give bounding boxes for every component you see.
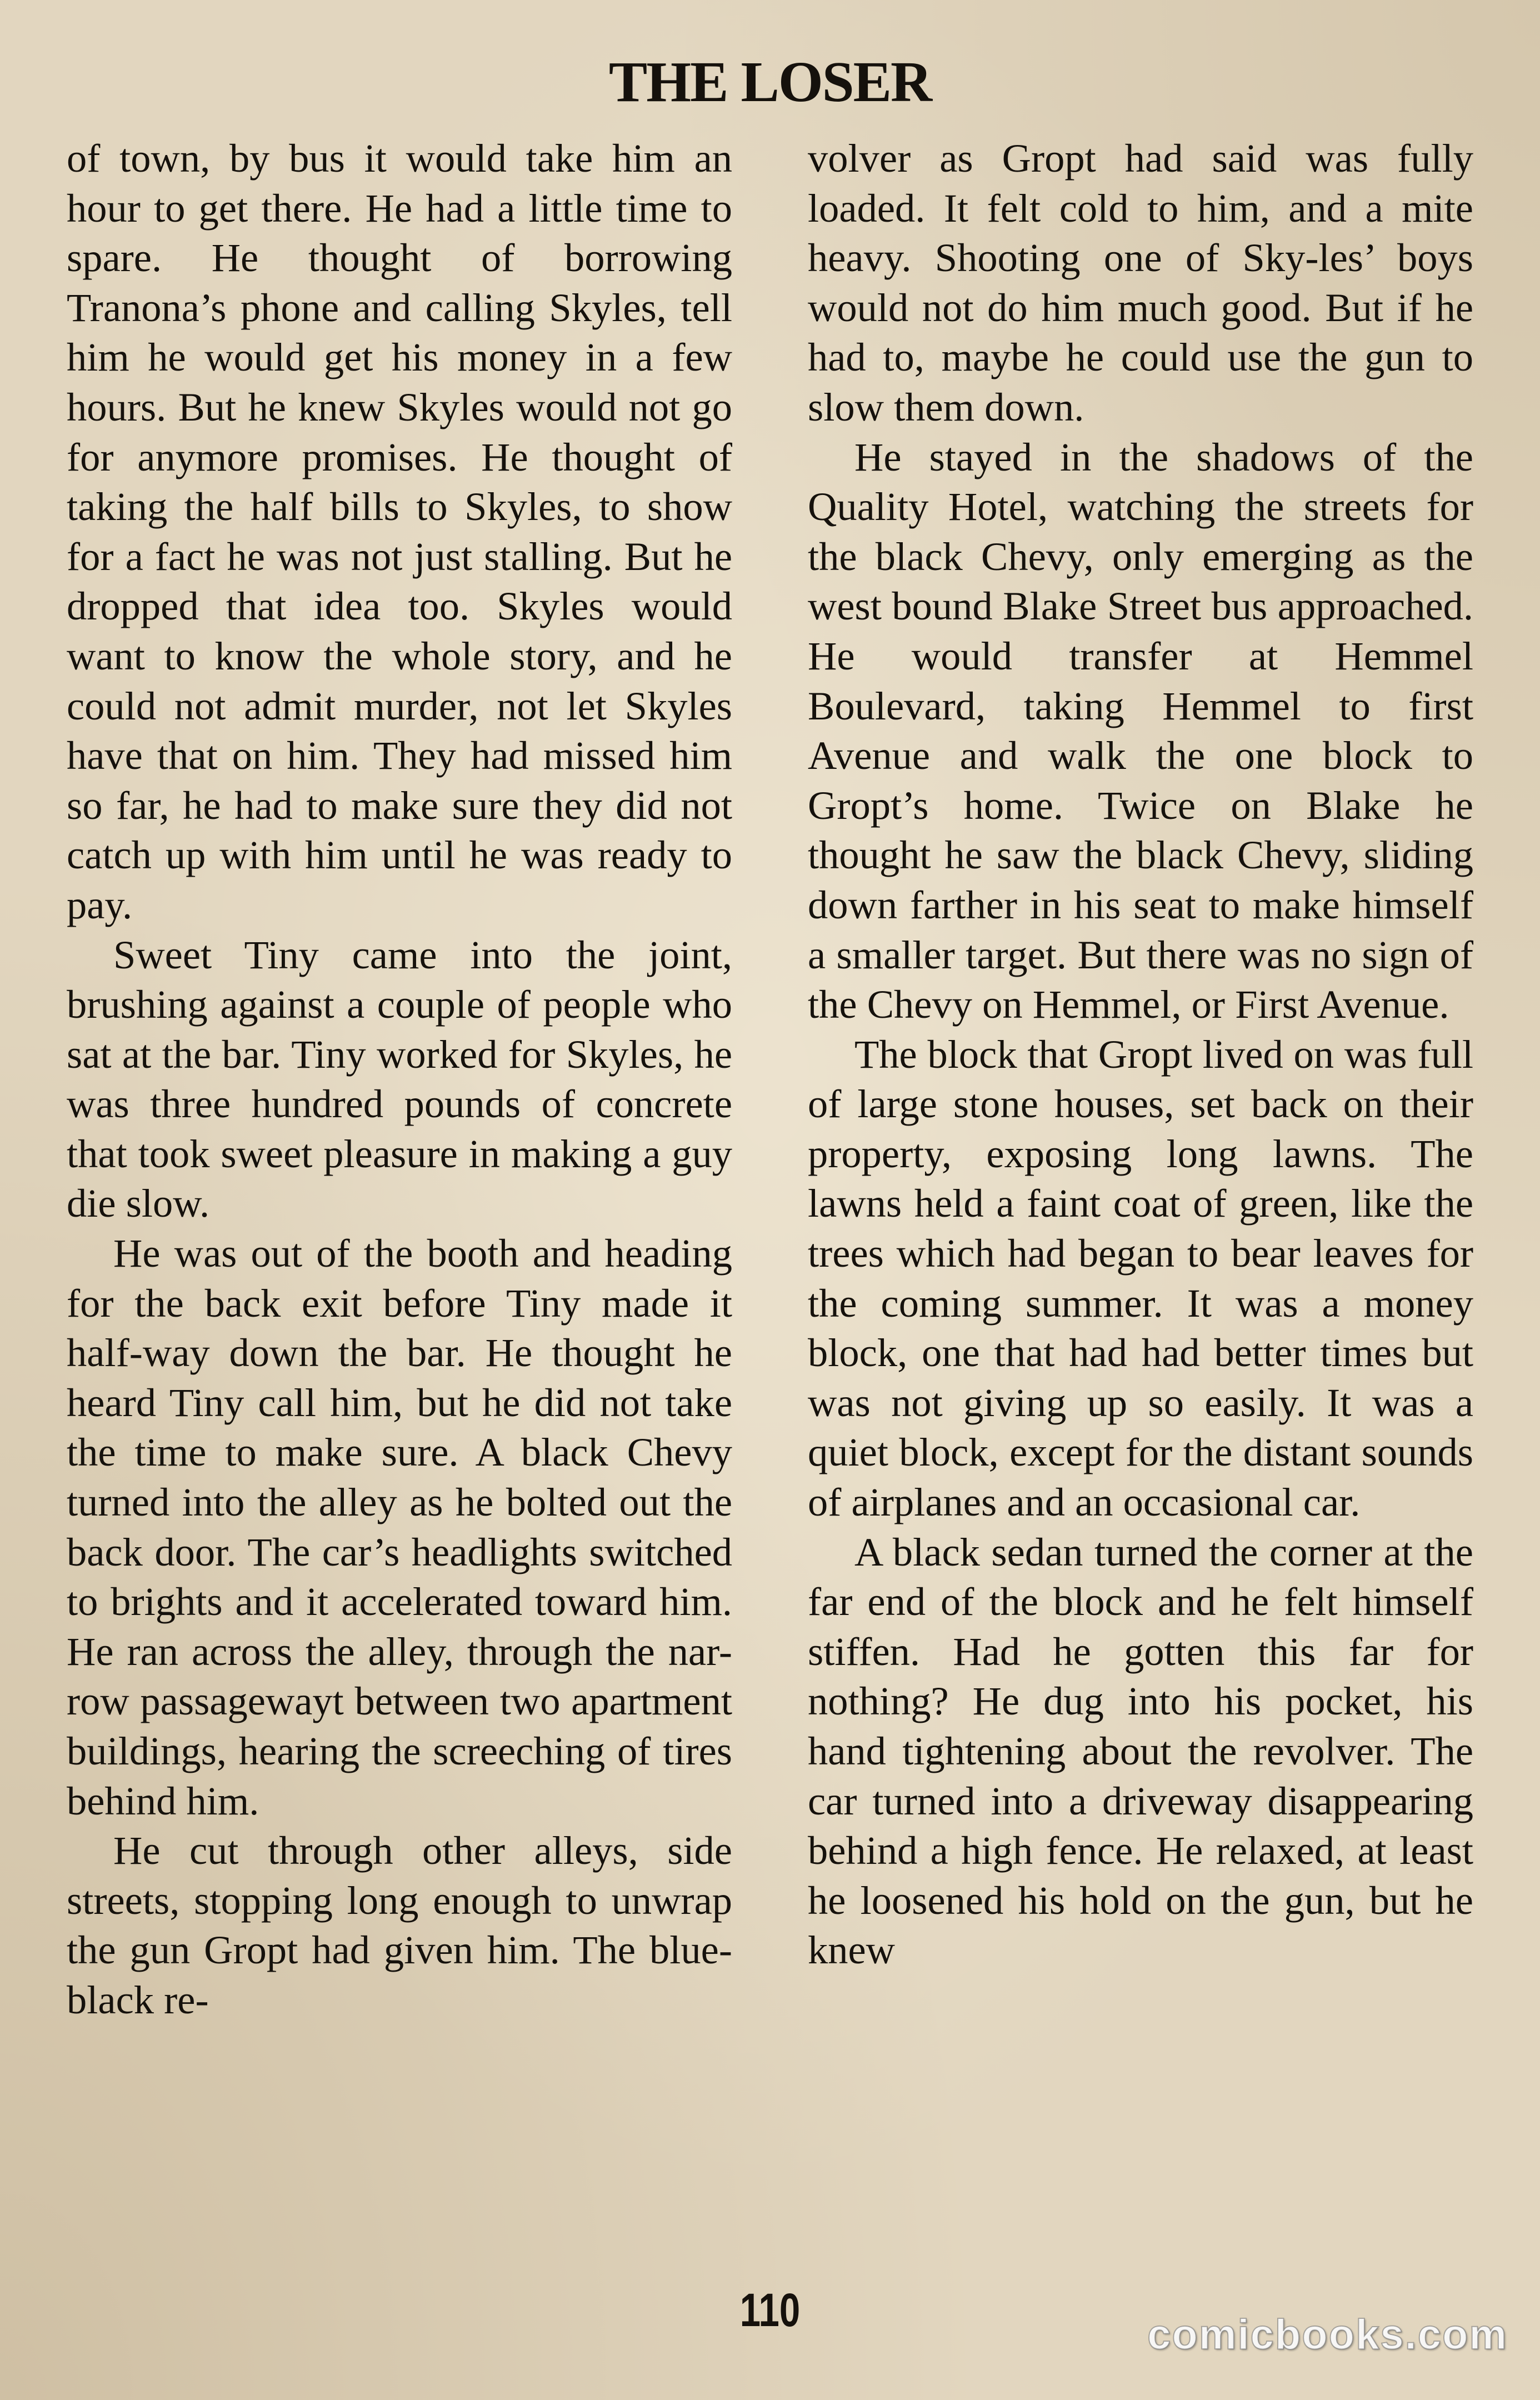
- right-column: [808, 133, 1473, 1975]
- paragraph: volver as Gropt had said was fully loaded. It felt cold to him, and a mite heavy. Shooting one of Sky-les’ boys would not do him much good. But if he had to, maybe he could use the gun to slow them down.: [808, 136, 1473, 429]
- paragraph: Sweet Tiny came into the joint, brushing against a couple of people who sat at the bar. Tiny worked for Skyles, he was three hundred pounds of concrete that took sweet pleasure in making a guy die slow.: [67, 932, 732, 1226]
- page-title: THE LOSER: [608, 50, 932, 114]
- paragraph: A black sedan turned the corner at the far end of the block and he felt himself stiffen. Had he gotten this far for nothing? He dug into his pocket, his hand tightening about the revolver. The car turned into a driveway disappearing behind a high fence. He relaxed, at least he loosened his hold on the gun, but he knew: [808, 1529, 1473, 1973]
- paragraph: The block that Gropt lived on was full of large stone houses, set back on their property, exposing long lawns. The lawns held a faint coat of green, like the trees which had began to bear leaves for the coming summer. It was a money block, one that had had better times but was not giving up so easily. It was a quiet block, except for the distant sounds of airplanes and an occasional car.: [808, 1031, 1473, 1525]
- left-column: [67, 133, 732, 2025]
- paragraph: He cut through other alleys, side streets, stopping long enough to unwrap the gun Gropt had given him. The blue-black re-: [67, 1828, 732, 2022]
- paragraph: He stayed in the shadows of the Quality Hotel, watching the streets for the black Chevy, only emerging as the west bound Blake Street bus approached. He would transfer at Hemmel Boulevard, taking Hemmel to first Avenue and walk the one block to Gropt’s home. Twice on Blake he thought he saw the black Chevy, sliding down farther in his seat to make himself a smaller target. But there was no sign of the Chevy on Hemmel, or First Avenue.: [808, 434, 1473, 1027]
- page-number: 110: [739, 2284, 801, 2336]
- watermark: comicbooks.com: [1147, 2311, 1508, 2358]
- paragraph: of town, by bus it would take him an hour to get there. He had a little time to spare. He thought of borrowing Tranona’s phone and calling Skyles, tell him he would get his money in a few hours. But he knew Skyles would not go for anymore promises. He thought of taking the half bills to Skyles, to show for a fact he was not just stalling. But he dropped that idea too. Skyles would want to know the whole story, and he could not admit murder, not let Skyles have that on him. They had missed him so far, he had to make sure they did not catch up with him until he was ready to pay.: [67, 136, 732, 927]
- paragraph: He was out of the booth and heading for the back exit before Tiny made it half-way down the bar. He thought he heard Tiny call him, but he did not take the time to make sure. A black Chevy turned into the alley as he bolted out the back door. The car’s headlights switched to brights and it accelerated toward him. He ran across the alley, through the nar-row passagewayt between two apartment buildings, hearing the screeching of tires behind him.: [67, 1231, 732, 1823]
